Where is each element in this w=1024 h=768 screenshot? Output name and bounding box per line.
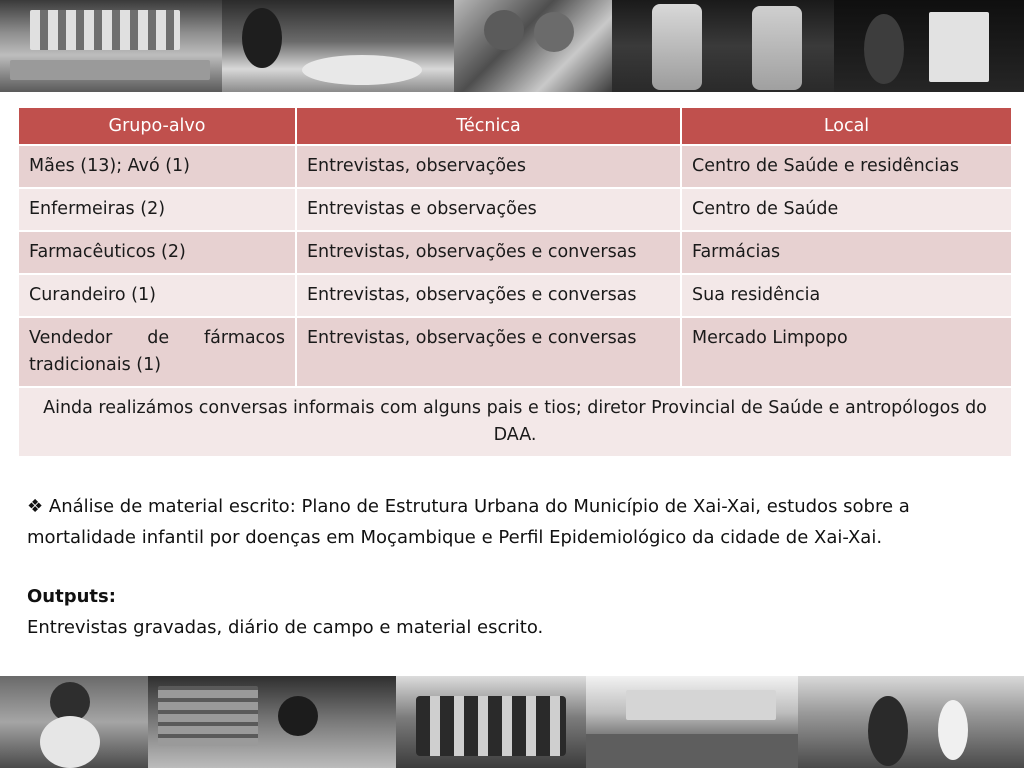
medicine-bottles-photo	[612, 0, 834, 92]
header-photo-strip	[0, 0, 1024, 92]
table-row	[18, 188, 1012, 231]
column-header-location: Local	[681, 107, 1012, 145]
column-header-target-group: Grupo-alvo	[18, 107, 296, 145]
analysis-text: Análise de material escrito: Plano de Estrutura Urbana do Município de Xai-Xai, estudos sobre a mortalidade infantil por doenças em Moçambique e Perfil Epidemiológico da cidade de Xai-Xai.	[27, 496, 910, 548]
table-cell: Farmácias	[681, 231, 1012, 274]
women-group-photo	[222, 0, 454, 92]
column-header-technique: Técnica	[296, 107, 681, 145]
table-note-row	[18, 387, 1012, 457]
table-header-row	[18, 107, 1012, 145]
table-cell: Centro de Saúde	[681, 188, 1012, 231]
table-row	[18, 145, 1012, 188]
table-row	[18, 231, 1012, 274]
table-cell: Sua residência	[681, 274, 1012, 317]
table-row	[18, 317, 1012, 387]
woman-portrait-photo	[0, 676, 148, 768]
diamond-bullet-icon: ❖	[27, 496, 44, 517]
table-cell: Mães (13); Avó (1)	[18, 145, 296, 188]
presentation-photo	[834, 0, 1024, 92]
outputs-text: Entrevistas gravadas, diário de campo e material escrito.	[27, 617, 544, 638]
table-cell: Entrevistas, observações e conversas	[296, 231, 681, 274]
table-cell: Mercado Limpopo	[681, 317, 1012, 387]
body-text	[27, 491, 1002, 643]
table-cell: Entrevistas, observações e conversas	[296, 317, 681, 387]
table-cell: Entrevistas, observações	[296, 145, 681, 188]
shop-interior-photo	[148, 676, 396, 768]
market-stall-photo	[0, 0, 222, 92]
consultation-photo	[454, 0, 612, 92]
fieldwork-table	[17, 106, 1013, 458]
analysis-paragraph	[27, 491, 1002, 553]
waiting-area-photo	[798, 676, 1024, 768]
footer-photo-strip	[0, 676, 1024, 768]
health-center-building-photo	[586, 676, 798, 768]
table-cell: Vendedor de fármacos tradicionais (1)	[18, 317, 296, 387]
table-cell: Curandeiro (1)	[18, 274, 296, 317]
table-cell: Farmacêuticos (2)	[18, 231, 296, 274]
table-row	[18, 274, 1012, 317]
table-cell: Enfermeiras (2)	[18, 188, 296, 231]
outputs-heading: Outputs:	[27, 586, 116, 607]
table-note: Ainda realizámos conversas informais com alguns pais e tios; diretor Provincial de Saúde e antropólogos do DAA.	[18, 387, 1012, 457]
community-meeting-photo	[396, 676, 586, 768]
table-cell: Entrevistas, observações e conversas	[296, 274, 681, 317]
table-cell: Centro de Saúde e residências	[681, 145, 1012, 188]
table-cell: Entrevistas e observações	[296, 188, 681, 231]
